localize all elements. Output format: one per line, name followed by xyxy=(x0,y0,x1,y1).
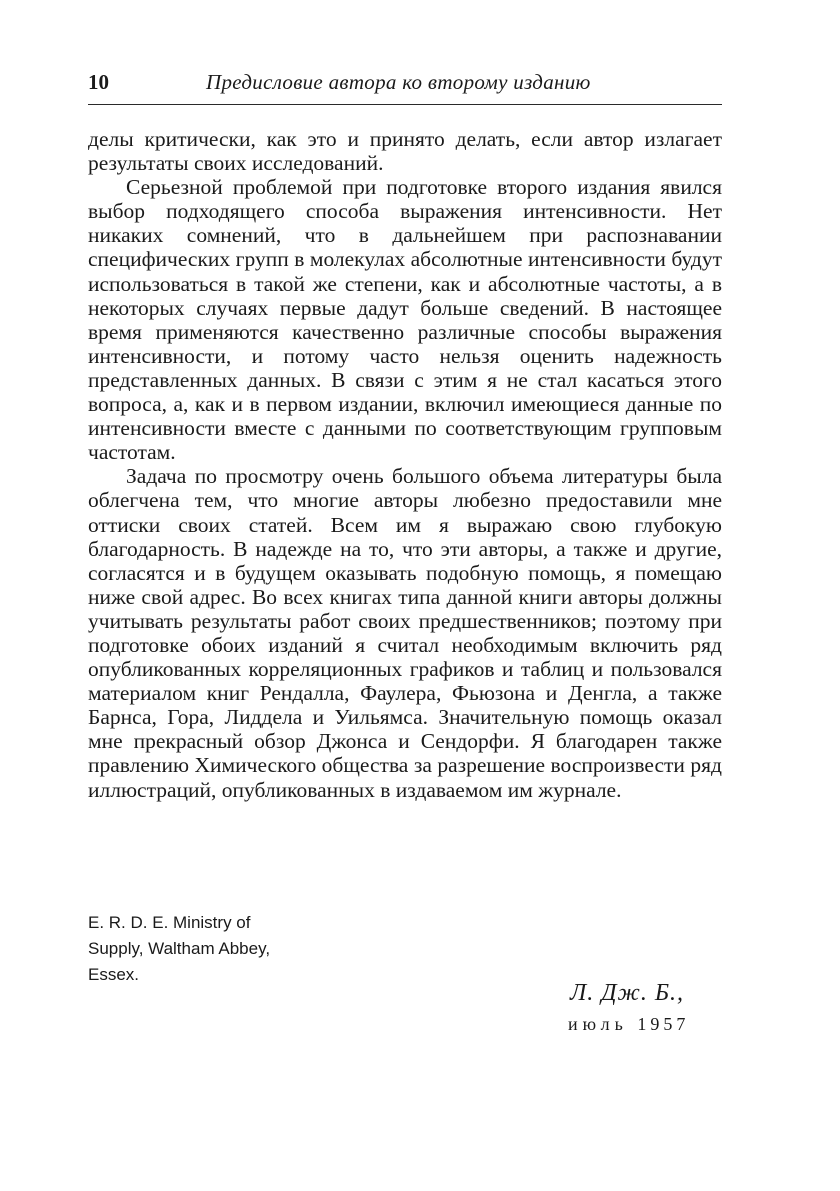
body-text xyxy=(88,127,722,802)
signature-date xyxy=(568,1014,689,1035)
author-signature: Л. Дж. Б., xyxy=(570,980,685,1006)
paragraph-continuation: делы критически, как это и принято делать, если автор излагает результаты своих исследований. xyxy=(88,127,722,176)
book-page xyxy=(88,70,722,802)
address-line: E. R. D. E. Ministry of xyxy=(88,913,251,932)
paragraph-acknowledgements: Задача по просмотру очень большого объема литературы была облегчена тем, что многие авторы любезно предоставили мне оттиски своих статей. Всем им я выражаю свою глубокую благодарность. В надежде на то, что эти авторы, а также и другие, согласятся и в будущем оказывать подобную помощь, я помещаю ниже свой адрес. Во всех книгах типа данной книги авторы должны учитывать результаты работ своих предшественников; поэтому при подготовке обоих изданий я считал необходимым включить ряд опубликованных корреляционных графиков и таблиц и пользовался материалом книг Рендалла, Фаулера, Фьюзона и Денгла, а также Барнса, Гора, Лиддела и Уильямса. Значительную помощь оказал мне прекрасный обзор Джонса и Сендорфи. Я благодарен также правлению Химического общества за разрешение воспроизвести ряд иллюстраций, опубликованных в издаваемом им журнале. xyxy=(88,464,722,802)
paragraph-intensity: Серьезной проблемой при подготовке второго издания явился выбор подходящего способа выражения интенсивности. Нет никаких сомнений, что в дальнейшем при распознавании специфических групп в молекулах абсолютные интенсивности будут использоваться в такой же степени, как и абсолютные частоты, а в некоторых случаях первые дадут больше сведений. В настоящее время применяются качественно различные способы выражения интенсивности, и потому часто нельзя оценить надежность представленных данных. В связи с этим я не стал касаться этого вопроса, а, как и в первом издании, включил имеющиеся данные по интенсивности вместе с данными по соответствующим групповым частотам. xyxy=(88,175,722,465)
date-month: июль xyxy=(568,1014,628,1034)
running-title: Предисловие автора ко второму изданию xyxy=(206,70,591,94)
address-line: Supply, Waltham Abbey, xyxy=(88,939,271,958)
date-year: 1957 xyxy=(637,1014,690,1034)
page-number: 10 xyxy=(88,70,109,94)
author-address xyxy=(88,910,270,988)
address-line: Essex. xyxy=(88,965,140,984)
running-head xyxy=(88,70,722,105)
